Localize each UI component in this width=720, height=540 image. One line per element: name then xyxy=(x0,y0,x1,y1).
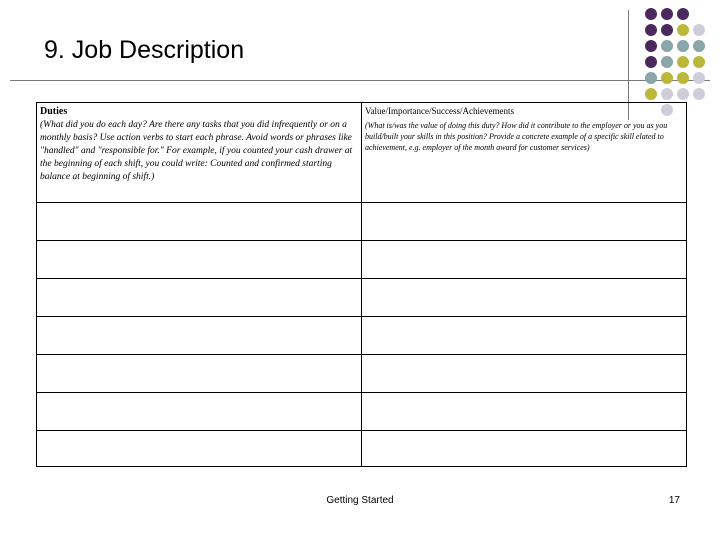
dot-teal xyxy=(661,56,673,68)
value-header-title: Value/Importance/Success/Achievements xyxy=(365,106,514,116)
dot-teal xyxy=(677,40,689,52)
dot-olive xyxy=(677,72,689,84)
table-row xyxy=(37,393,687,431)
dot-teal xyxy=(645,72,657,84)
value-header-cell xyxy=(362,103,687,203)
duties-cell[interactable] xyxy=(37,393,362,431)
dot-purple xyxy=(645,40,657,52)
value-cell[interactable] xyxy=(362,241,687,279)
dot-purple xyxy=(645,56,657,68)
table-row xyxy=(37,279,687,317)
dot-lavender xyxy=(693,72,705,84)
table-row xyxy=(37,431,687,467)
dot-lavender xyxy=(693,24,705,36)
table-row xyxy=(37,241,687,279)
dot-lavender xyxy=(661,88,673,100)
duties-cell[interactable] xyxy=(37,317,362,355)
slide-title: 9. Job Description xyxy=(44,36,245,64)
duties-cell[interactable] xyxy=(37,203,362,241)
dot-olive xyxy=(645,88,657,100)
duties-header-description: (What did you do each day? Are there any tasks that you did infrequently or on a monthly basis? Use action verbs to start each phrase. Avoid words or phrases like "handled" and "responsible for." For example, if you counted your cash drawer at the beginning of each shift, you could write: Counted and confirmed starting balance at beginning of shift.) xyxy=(40,120,353,182)
duties-cell[interactable] xyxy=(37,355,362,393)
page-number: 17 xyxy=(668,495,680,506)
dot-olive xyxy=(677,24,689,36)
value-cell[interactable] xyxy=(362,317,687,355)
value-cell[interactable] xyxy=(362,393,687,431)
value-cell[interactable] xyxy=(362,279,687,317)
dot-purple xyxy=(661,8,673,20)
duties-cell[interactable] xyxy=(37,241,362,279)
table-row xyxy=(37,203,687,241)
duties-header-title: Duties xyxy=(40,106,68,117)
duties-cell[interactable] xyxy=(37,279,362,317)
job-description-table xyxy=(36,102,687,467)
value-header-description: (What is/was the value of doing this duty? How did it contribute to the employer or you as you build/built your skills in this position? Provide a concrete example of a specific skill elated to achievement, e.g. employer of the month award for customer services) xyxy=(365,121,668,152)
dot-purple xyxy=(645,24,657,36)
value-cell[interactable] xyxy=(362,203,687,241)
dot-purple xyxy=(661,24,673,36)
value-cell[interactable] xyxy=(362,431,687,467)
dot-teal xyxy=(693,40,705,52)
footer-text: Getting Started xyxy=(326,495,394,506)
table-header-row xyxy=(37,103,687,203)
dot-lavender xyxy=(693,88,705,100)
duties-cell[interactable] xyxy=(37,431,362,467)
dot-lavender xyxy=(677,88,689,100)
dot-purple xyxy=(677,8,689,20)
dot-olive xyxy=(693,56,705,68)
dot-olive xyxy=(661,72,673,84)
duties-header-cell xyxy=(37,103,362,203)
table-row xyxy=(37,317,687,355)
dot-olive xyxy=(677,56,689,68)
value-cell[interactable] xyxy=(362,355,687,393)
dot-teal xyxy=(661,40,673,52)
dot-purple xyxy=(645,8,657,20)
table-row xyxy=(37,355,687,393)
decorative-horizontal-line xyxy=(10,80,710,81)
